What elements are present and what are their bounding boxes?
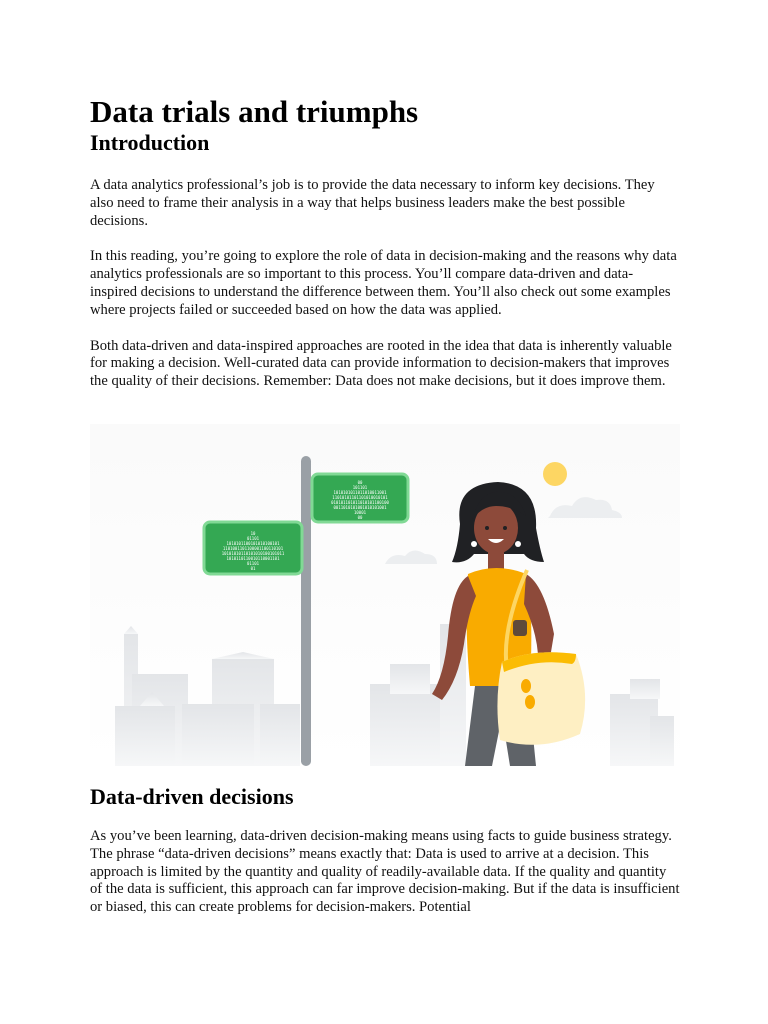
decision-signpost-illustration <box>90 424 680 766</box>
earring <box>515 541 521 547</box>
document-body <box>90 94 680 391</box>
sign-pole <box>301 456 311 766</box>
section-heading: Data-driven decisions <box>90 784 294 809</box>
sign-binary-line: 10001 <box>353 510 367 515</box>
sign-binary-line: 1010101100101010100101 <box>226 541 280 546</box>
sunglasses <box>521 679 531 693</box>
intro-heading: Introduction <box>90 130 210 155</box>
sign-binary-line: 1101001101100001100110101 <box>222 546 284 551</box>
earring <box>471 541 477 547</box>
intro-paragraph-3: Both data-driven and data-inspired approaches are rooted in the idea that data is inherently valuable for making a decision. Well-curated data can provide information to decision-makers that improves the quality of their decisions. Remember: Data does not make decisions, but it does improve them. <box>90 337 672 390</box>
sign-right <box>312 474 408 522</box>
sign-binary-line: 10 <box>250 531 256 536</box>
sign-binary-line: 01101 <box>246 561 260 566</box>
sign-binary-line: 0011010101001010101001 <box>333 505 387 510</box>
sign-binary-line: 10101010110101010100101011 <box>221 551 285 556</box>
sign-binary-line: 00 <box>357 480 363 485</box>
sign-binary-line: 00 <box>357 515 363 520</box>
sign-binary-line: 11010101101101010010101 <box>332 495 388 500</box>
sign-binary-line: 1010101011011010011001 <box>333 490 387 495</box>
page-title: Data trials and triumphs <box>90 94 419 129</box>
intro-paragraph-1: A data analytics professional’s job is to provide the data necessary to inform key decisions. They also need to frame their analysis in a way that helps business leaders make the best possible decisions. <box>90 177 655 229</box>
sign-binary-line: 101101 <box>352 485 368 490</box>
sun <box>543 462 567 486</box>
sign-binary-line: 01101 <box>246 536 260 541</box>
sign-binary-line: 010101101011010101100100 <box>331 500 389 505</box>
sign-binary-line: 1010110110010110001101 <box>226 556 280 561</box>
sign-left <box>204 522 302 574</box>
intro-paragraph-2: In this reading, you’re going to explore the role of data in decision-making and the reasons why data analytics professionals are so important to this process. You’ll compare data-driven and data-inspired decisions to understand the difference between them. You’ll also check out some examples where projects failed or succeeded based on how the data was applied. <box>90 248 677 318</box>
section-paragraph: As you’ve been learning, data-driven decision-making means using facts to guide business strategy. The phrase “data-driven decisions” means exactly that: Data is used to arrive at a decision. This approach is limited by the quantity and quality of readily-available data. If the quality and quantity of the data is sufficient, this approach can far improve decision-making. But if the data is insufficient or biased, this can create problems for decision-makers. Potential <box>90 828 680 916</box>
sign-binary-line: 01 <box>250 566 256 571</box>
